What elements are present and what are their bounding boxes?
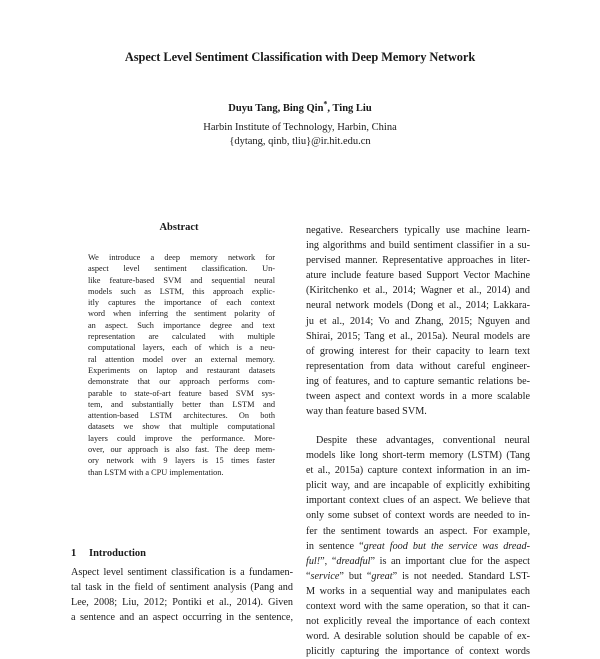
text-line: tal task in the field of sentiment analysis (Pang and bbox=[71, 582, 293, 594]
text-line: Aspect level sentiment classification is a fundamen- bbox=[71, 567, 293, 578]
text-line: layers could improve the performance. More- bbox=[88, 433, 275, 443]
section-heading bbox=[71, 548, 146, 559]
text-line: computational layers, each of which is a neu- bbox=[88, 343, 275, 353]
text-line: ju et al., 2014; Vo and Zhang, 2015; Nguyen and bbox=[306, 315, 530, 327]
text-line: tween aspect and context words in a more scalable bbox=[306, 391, 530, 403]
text-line bbox=[306, 569, 530, 584]
example-sentence: great food but the service was dread- bbox=[363, 540, 530, 552]
affiliation: Harbin Institute of Technology, Harbin, China bbox=[203, 122, 397, 133]
text-line: We introduce a deep memory network for bbox=[88, 253, 275, 262]
abstract-heading: Abstract bbox=[159, 222, 199, 233]
intro-paragraph-left bbox=[71, 565, 293, 625]
text-line: Experiments on laptop and restaurant datasets bbox=[88, 365, 275, 375]
footnote-mark: * bbox=[323, 99, 328, 109]
text-run: ” is an important clue for the aspect bbox=[370, 555, 531, 567]
example-word-service: service bbox=[310, 570, 340, 582]
text-line: negative. Researchers typically use machine learn- bbox=[306, 225, 530, 236]
text-run: “ bbox=[306, 570, 311, 582]
text-line: plicit way, and are incapable of explicitly exhibiting bbox=[306, 480, 530, 492]
abstract-body bbox=[88, 252, 275, 478]
text-line bbox=[306, 554, 530, 569]
text-line: Lee, 2008; Liu, 2012; Pontiki et al., 2014). Given bbox=[71, 597, 293, 609]
text-line: ing of features, and to capture semantic relations be- bbox=[306, 375, 530, 387]
text-run: ” but “ bbox=[339, 570, 372, 582]
text-line: demonstrate that our approach performs com- bbox=[88, 377, 275, 387]
text-line: ature include feature based Support Vector Machine bbox=[306, 270, 530, 282]
text-run: in sentence “ bbox=[306, 540, 364, 552]
text-line: itly captures the importance of each context bbox=[88, 298, 275, 308]
text-line: (Kiritchenko et al., 2014; Wagner et al., 2014) and bbox=[306, 285, 530, 297]
text-line: representation from data without careful engineer- bbox=[306, 360, 530, 372]
text-run: ”, “ bbox=[320, 555, 337, 567]
authors-part-b: , Ting Liu bbox=[327, 103, 372, 114]
text-line: ing algorithms and build sentiment classifier in a su- bbox=[306, 240, 530, 252]
text-line: like feature-based SVM and sequential neural bbox=[88, 275, 275, 285]
text-line: word when inferring the sentiment polarity of bbox=[88, 309, 275, 319]
example-word-dreadful: dreadful bbox=[336, 555, 371, 567]
text-line: attention-based LSTM architectures. On both bbox=[88, 411, 275, 421]
text-line: than LSTM with a CPU implementation. bbox=[88, 467, 224, 477]
text-line: representation are calculated with multiple bbox=[88, 332, 275, 342]
text-line: word. A desirable solution should be capable of ex- bbox=[306, 631, 530, 643]
text-line: Shirai, 2015; Tang et al., 2015a). Neural models are bbox=[306, 330, 530, 342]
text-line: ory network with 9 layers is 15 times faster bbox=[88, 456, 275, 466]
text-line: ral attention model over an external memory. bbox=[88, 354, 275, 364]
paper-title: Aspect Level Sentiment Classification with Deep Memory Network bbox=[124, 50, 476, 64]
text-run: ” is not needed. Standard LST- bbox=[392, 570, 530, 582]
text-line: models such as LSTM, this approach explic- bbox=[88, 286, 275, 296]
text-line: datasets we show that multiple computational bbox=[88, 422, 275, 432]
authors-part-a: Duyu Tang, Bing Qin bbox=[228, 103, 324, 114]
text-line: context word with the same operation, so that it can- bbox=[306, 601, 530, 613]
author-email: {dytang, qinb, tliu}@ir.hit.edu.cn bbox=[229, 136, 371, 147]
text-line: fer the sentiment towards an aspect. For example, bbox=[306, 525, 530, 537]
text-line: aspect level sentiment classification. Un- bbox=[88, 264, 275, 274]
text-line: important context clues of an aspect. We believe that bbox=[306, 495, 530, 507]
text-line: an aspect. Such importance degree and text bbox=[88, 320, 275, 330]
text-line: parable to state-of-art feature based SVM sys- bbox=[88, 388, 275, 398]
text-line: tem, and substantially better than LSTM and bbox=[88, 399, 275, 409]
text-line: et al., 2015a) capture context information in an im- bbox=[306, 465, 530, 477]
example-sentence-end: ful! bbox=[306, 555, 321, 567]
example-word-great: great bbox=[371, 570, 393, 582]
section-title: Introduction bbox=[89, 548, 146, 559]
intro-paragraph-right-1 bbox=[306, 223, 530, 419]
text-line: pervised manner. Representative approaches in liter- bbox=[306, 255, 530, 267]
text-line: over, our approach is also fast. The deep mem- bbox=[88, 445, 275, 455]
text-line: M works in a sequential way and manipulates each bbox=[306, 585, 530, 597]
text-line: plicitly capturing the importance of context words bbox=[306, 646, 530, 658]
text-line: a sentence and an aspect occurring in the sentence, bbox=[71, 612, 293, 624]
text-line bbox=[306, 539, 530, 554]
text-line: models like long short-term memory (LSTM) (Tang bbox=[306, 450, 530, 462]
section-number: 1 bbox=[71, 548, 77, 559]
text-line: neural network models (Dong et al., 2014; Lakkara- bbox=[306, 300, 530, 312]
authors bbox=[0, 99, 600, 114]
text-line: way than feature based SVM. bbox=[306, 406, 427, 418]
text-line: not explicitly reveal the importance of each context bbox=[306, 616, 530, 628]
text-line: of growing interest for their capacity to learn text bbox=[306, 345, 530, 357]
intro-paragraph-right-2 bbox=[306, 433, 530, 659]
text-line: only some subset of context words are needed to in- bbox=[306, 510, 530, 522]
text-line: Despite these advantages, conventional neural bbox=[316, 435, 530, 446]
